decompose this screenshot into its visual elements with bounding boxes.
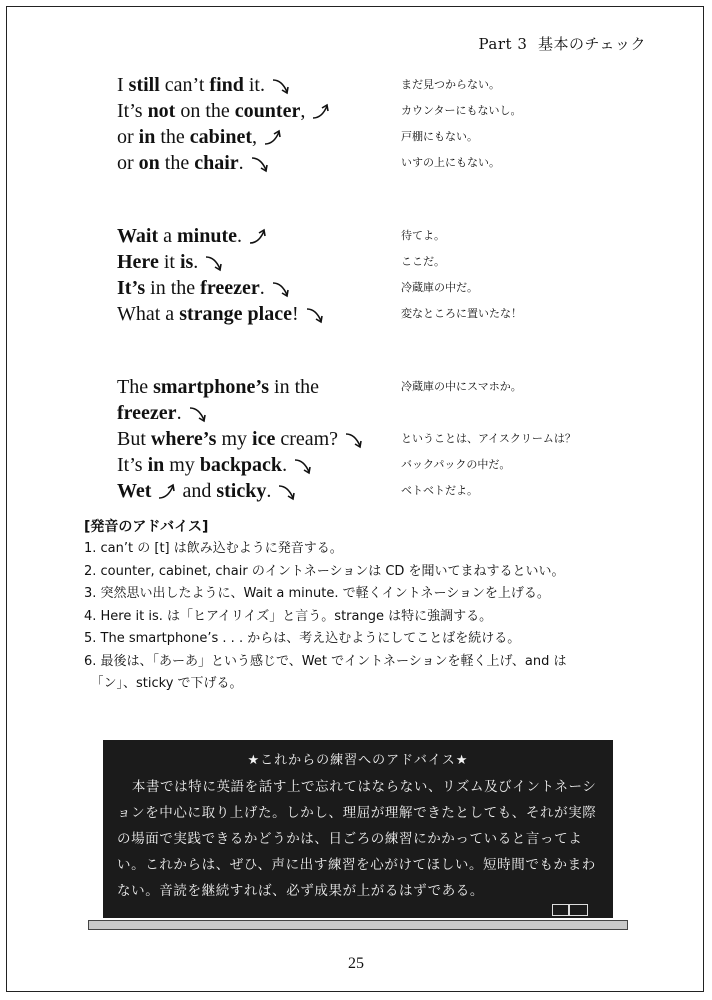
- english-sentence: [117, 400, 208, 426]
- english-sentence: [117, 223, 268, 249]
- stressed-word: chair: [194, 152, 239, 174]
- text-segment: !: [291, 303, 299, 325]
- text-segment: it: [158, 251, 180, 273]
- stressed-word: smartphone’s: [153, 376, 270, 398]
- english-sentence: [117, 150, 270, 176]
- rising-intonation-arrow-icon: [248, 228, 268, 246]
- stressed-word: sticky: [216, 480, 267, 502]
- english-sentence: [117, 374, 319, 400]
- page-number: 25: [348, 955, 364, 972]
- text-segment: in the: [145, 277, 201, 299]
- english-sentence: [117, 301, 325, 327]
- blackboard-ledge: [88, 920, 628, 930]
- stressed-word: Wet: [117, 480, 152, 502]
- text-segment: the: [155, 126, 190, 148]
- stressed-word: It’s: [117, 277, 146, 299]
- text-segment: or: [117, 152, 139, 174]
- stressed-word: counter: [234, 100, 301, 122]
- rising-intonation-arrow-icon: [263, 129, 283, 147]
- text-segment: I: [117, 74, 129, 96]
- falling-intonation-arrow-icon: [293, 457, 313, 475]
- stressed-word: find: [209, 74, 244, 96]
- text-segment: it.: [243, 74, 265, 96]
- text-segment: ,: [300, 100, 306, 122]
- falling-intonation-arrow-icon: [271, 280, 291, 298]
- stressed-word: still: [128, 74, 160, 96]
- advice-title: [発音のアドバイス]: [84, 519, 209, 535]
- stressed-word: Here: [117, 251, 159, 273]
- falling-intonation-arrow-icon: [250, 155, 270, 173]
- japanese-translation: まだ見つからない。: [401, 78, 500, 91]
- text-segment: .: [266, 480, 272, 502]
- text-segment: cream?: [275, 428, 339, 450]
- falling-intonation-arrow-icon: [277, 483, 297, 501]
- text-segment: It’s: [117, 454, 148, 476]
- text-segment: or: [117, 126, 139, 148]
- stressed-word: strange place: [179, 303, 292, 325]
- english-sentence: [117, 124, 283, 150]
- english-sentence: [117, 478, 297, 504]
- pronunciation-advice: [84, 516, 674, 696]
- stressed-word: freezer: [200, 277, 260, 299]
- eraser-icon: [552, 904, 588, 916]
- rising-intonation-arrow-icon: [311, 103, 331, 121]
- stressed-word: cabinet: [189, 126, 253, 148]
- text-segment: .: [282, 454, 288, 476]
- japanese-translation: カウンターにもないし。: [401, 104, 522, 117]
- japanese-translation: 冷蔵庫の中だ。: [401, 281, 478, 294]
- blackboard-title: ★これからの練習へのアドバイス★: [247, 753, 469, 768]
- text-segment: .: [193, 251, 199, 273]
- stressed-word: where’s: [150, 428, 217, 450]
- text-segment: But: [117, 428, 151, 450]
- japanese-translation: いすの上にもない。: [401, 156, 500, 169]
- text-segment: What a: [117, 303, 180, 325]
- dialogue-line: [117, 301, 677, 327]
- stressed-word: on: [138, 152, 160, 174]
- falling-intonation-arrow-icon: [305, 306, 325, 324]
- advice-item: 5. The smartphone’s . . . からは、考え込むようにしてことばを続ける。: [84, 631, 521, 646]
- text-segment: and: [177, 480, 217, 502]
- dialogue-line: [117, 72, 677, 98]
- text-segment: The: [117, 376, 154, 398]
- dialogue-block-2: [117, 223, 677, 327]
- stressed-word: minute: [177, 225, 238, 247]
- header-part: Part 3: [478, 35, 528, 53]
- stressed-word: Wait: [117, 225, 159, 247]
- stressed-word: not: [147, 100, 176, 122]
- stressed-word: in: [147, 454, 165, 476]
- blackboard: [103, 740, 613, 918]
- english-sentence: [117, 249, 224, 275]
- text-segment: .: [238, 152, 244, 174]
- english-sentence: [117, 72, 291, 98]
- dialogue-line: [117, 124, 677, 150]
- english-sentence: [117, 98, 331, 124]
- advice-item: 「ン」、sticky で下げる。: [84, 676, 243, 691]
- english-sentence: [117, 275, 291, 301]
- japanese-translation: ベトベトだよ。: [401, 484, 478, 497]
- text-segment: in the: [269, 376, 320, 398]
- text-segment: on the: [175, 100, 235, 122]
- advice-item: 2. counter, cabinet, chair のイントネーションは CD を聞いてまねするといい。: [84, 563, 565, 579]
- japanese-translation: 待てよ。: [401, 229, 445, 242]
- dialogue-line: [117, 249, 677, 275]
- text-segment: ,: [252, 126, 258, 148]
- dialogue-line: [117, 426, 677, 452]
- text-segment: .: [259, 277, 265, 299]
- text-segment: a: [158, 225, 178, 247]
- dialogue-block-3: [117, 374, 677, 504]
- advice-item: 1. can’t の [t] は飲み込むように発音する。: [84, 541, 343, 556]
- english-sentence: [117, 452, 313, 478]
- english-sentence: [117, 426, 364, 452]
- dialogue-line: [117, 275, 677, 301]
- falling-intonation-arrow-icon: [344, 431, 364, 449]
- header-section: 基本のチェック: [537, 35, 646, 53]
- text-segment: .: [176, 402, 182, 424]
- dialogue-line: [117, 452, 677, 478]
- falling-intonation-arrow-icon: [204, 254, 224, 272]
- rising-intonation-arrow-icon: [157, 483, 177, 501]
- text-segment: .: [237, 225, 243, 247]
- advice-item: 3. 突然思い出したように、Wait a minute. で軽くイントネーションを上げる。: [84, 586, 550, 601]
- japanese-translation: ここだ。: [401, 255, 445, 268]
- falling-intonation-arrow-icon: [271, 77, 291, 95]
- japanese-translation: 戸棚にもない。: [401, 130, 478, 143]
- dialogue-line: [117, 400, 677, 426]
- stressed-word: in: [138, 126, 156, 148]
- japanese-translation: バックパックの中だ。: [401, 458, 511, 471]
- stressed-word: backpack: [199, 454, 283, 476]
- stressed-word: freezer: [117, 402, 177, 424]
- dialogue-line: [117, 374, 677, 400]
- dialogue-line: [117, 98, 677, 124]
- japanese-translation: ということは、アイスクリームは？: [401, 432, 576, 445]
- japanese-translation: 変なところに置いたな！: [401, 307, 522, 320]
- falling-intonation-arrow-icon: [188, 405, 208, 423]
- advice-item: 6. 最後は、「あーあ」という感じで、Wet でイントネーションを軽く上げ、and は: [84, 653, 567, 669]
- blackboard-body: 本書では特に英語を話す上で忘れてはならない、リズム及びイントネーションを中心に取り上げた。しかし、理屈が理解できたとしても、それが実際の場面で実践できるかどうかは、日ごろの練習にかかっていると言ってよい。これからは、ぜひ、声に出す練習を心がけてほしい。短時間でもかまわない。音読を継続すれば、必ず成果が上がるはずである。: [117, 779, 597, 899]
- japanese-translation: 冷蔵庫の中にスマホか。: [401, 380, 522, 393]
- stressed-word: is: [179, 251, 194, 273]
- text-segment: the: [159, 152, 195, 174]
- text-segment: my: [164, 454, 200, 476]
- dialogue-line: [117, 478, 677, 504]
- running-header: [479, 33, 646, 54]
- dialogue-line: [117, 150, 677, 176]
- text-segment: can’t: [159, 74, 210, 96]
- advice-item: 4. Here it is. は「ヒアイリイズ」と言う。strange は特に強調する。: [84, 608, 493, 624]
- dialogue-line: [117, 223, 677, 249]
- text-segment: It’s: [117, 100, 148, 122]
- dialogue-block-1: [117, 72, 677, 176]
- stressed-word: ice: [252, 428, 276, 450]
- text-segment: my: [216, 428, 253, 450]
